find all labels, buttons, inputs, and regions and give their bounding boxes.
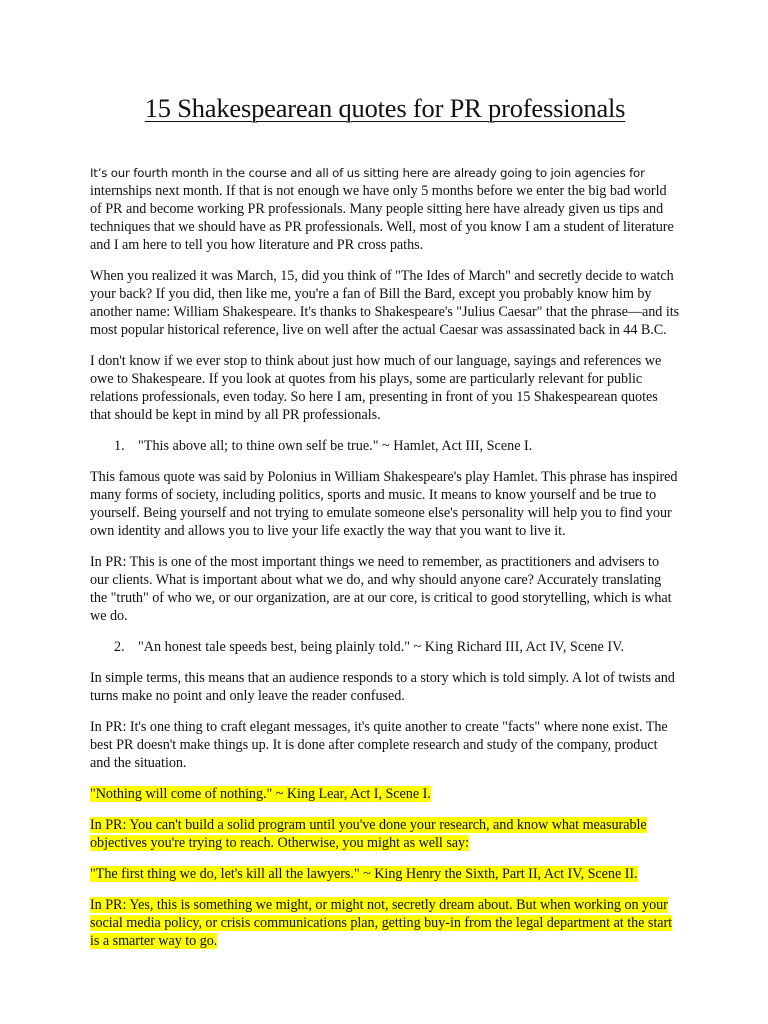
highlight-pr-henry-text: In PR: Yes, this is something we might, or might not, secretly dream about. But when working on your social media policy, or crisis communications plan, getting buy-in from the legal department at the start is a smarter way to go.: [90, 897, 673, 949]
highlight-quote-henry-text: "The first thing we do, let's kill all the lawyers." ~ King Henry the Sixth, Part II, Act IV, Scene II.: [90, 866, 638, 882]
highlight-quote-henry: [90, 865, 680, 883]
language-paragraph: I don't know if we ever stop to think about just how much of our language, sayings and references we owe to Shakespeare. If you look at quotes from his plays, some are particularly relevant for public relations professionals, even today. So here I am, presenting in front of you 15 Shakespearean quotes that should be kept in mind by all PR professionals.: [90, 353, 662, 423]
document-page: [90, 92, 680, 963]
intro-first-line: It’s our fourth month in the course and all of us sitting here are already going to join agencies for: [90, 166, 645, 180]
quote-1-number: 1.: [114, 438, 125, 454]
intro-rest: internships next month. If that is not enough we have only 5 months before we enter the big bad world of PR and become working PR professionals. Many people sitting here have already given us tips and techniques that we should have as PR professionals. Well, most of you know I am a student of literature and I am here to tell you how literature and PR cross paths.: [90, 183, 674, 253]
intro-paragraph: [90, 164, 680, 254]
quote-1-text: "This above all; to thine own self be true." ~ Hamlet, Act III, Scene I.: [138, 438, 533, 454]
highlight-quote-lear: [90, 785, 680, 803]
quote-2-number: 2.: [114, 639, 125, 655]
highlight-pr-lear-text: In PR: You can't build a solid program until you've done your research, and know what measurable objectives you're trying to reach. Otherwise, you might as well say:: [90, 817, 647, 851]
quote-2-pr-note: In PR: It's one thing to craft elegant messages, it's quite another to create "facts" where none exist. The best PR doesn't make things up. It is done after complete research and study of the company, product and the situation.: [90, 719, 668, 771]
quote-1-list-item: [90, 437, 680, 455]
highlight-pr-lear: [90, 816, 680, 852]
quote-1-pr-note: In PR: This is one of the most important things we need to remember, as practitioners and advisers to our clients. What is important about what we do, and why should anyone care? Accurately translating the "truth" of who we, or our organization, are at our core, is critical to good storytelling, which is what we do.: [90, 554, 672, 624]
quote-2-explanation: In simple terms, this means that an audience responds to a story which is told simply. A lot of twists and turns make no point and only leave the reader confused.: [90, 670, 675, 704]
document-title: 15 Shakespearean quotes for PR professionals: [144, 93, 626, 123]
ides-paragraph: When you realized it was March, 15, did you think of "The Ides of March" and secretly decide to watch your back? If you did, then like me, you're a fan of Bill the Bard, except you probably know him by another name: William Shakespeare. It's thanks to Shakespeare's "Julius Caesar" that the phrase—and its most popular historical reference, live on well after the actual Caesar was assassinated back in 44 B.C.: [90, 268, 680, 338]
quote-2-list-item: [90, 638, 680, 656]
highlight-pr-henry: [90, 896, 680, 950]
highlight-quote-lear-text: "Nothing will come of nothing." ~ King Lear, Act I, Scene I.: [90, 786, 431, 802]
quote-1-explanation: This famous quote was said by Polonius in William Shakespeare's play Hamlet. This phrase has inspired many forms of society, including politics, sports and music. It means to know yourself and be true to yourself. Being yourself and not trying to emulate someone else's personality will help you to find your own identity and allows you to live your life exactly the way that you want to live it.: [90, 469, 678, 539]
quote-2-text: "An honest tale speeds best, being plainly told." ~ King Richard III, Act IV, Scene IV.: [138, 639, 625, 655]
